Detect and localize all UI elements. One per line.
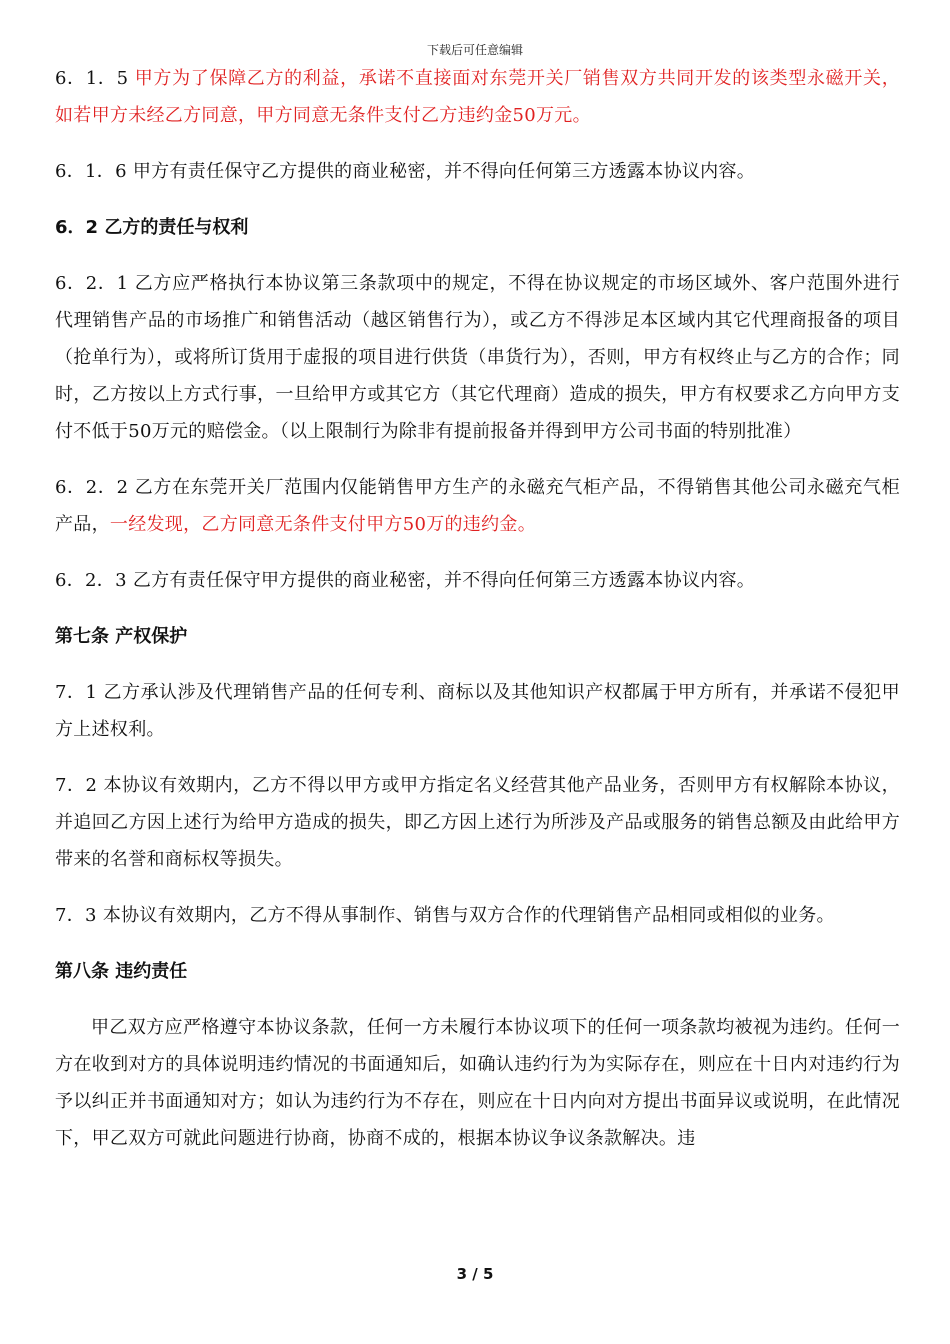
clause-6-2-2 xyxy=(55,469,900,543)
section-heading-article-7: 第七条 产权保护 xyxy=(55,626,188,647)
clause-text-emphasis: 一经发现，乙方同意无条件支付甲方50万的违约金。 xyxy=(109,514,537,535)
document-body xyxy=(55,60,900,1176)
clause-6-1-5 xyxy=(55,60,900,134)
section-heading-article-8: 第八条 违约责任 xyxy=(55,961,188,982)
clause-text-emphasis: 甲方为了保障乙方的利益，承诺不直接面对东莞开关厂销售双方共同开发的该类型永磁开关，如若甲方未经乙方同意，甲方同意无条件支付乙方违约金50万元。 xyxy=(55,68,900,126)
clause-6-2-1: 6．2．1 乙方应严格执行本协议第三条款项中的规定，不得在协议规定的市场区域外、客户范围外进行代理销售产品的市场推广和销售活动（越区销售行为），或乙方不得涉足本区域内其它代理商报备的项目（抢单行为），或将所订货用于虚报的项目进行供货（串货行为），否则，甲方有权终止与乙方的合作；同时，乙方按以上方式行事，一旦给甲方或其它方（其它代理商）造成的损失，甲方有权要求乙方向甲方支付不低于50万元的赔偿金。（以上限制行为除非有提前报备并得到甲方公司书面的特别批准） xyxy=(55,273,900,442)
clause-6-1-6: 6．1．6 甲方有责任保守乙方提供的商业秘密，并不得向任何第三方透露本协议内容。 xyxy=(55,161,756,182)
clause-6-2-3: 6．2．3 乙方有责任保守甲方提供的商业秘密，并不得向任何第三方透露本协议内容。 xyxy=(55,570,756,591)
clause-7-3: 7．3 本协议有效期内，乙方不得从事制作、销售与双方合作的代理销售产品相同或相似的业务。 xyxy=(55,905,835,926)
clause-7-1: 7．1 乙方承认涉及代理销售产品的任何专利、商标以及其他知识产权都属于甲方所有，并承诺不侵犯甲方上述权利。 xyxy=(55,682,900,740)
clause-number: 6．1．5 xyxy=(55,68,135,89)
page-number: 3 / 5 xyxy=(456,1265,494,1283)
clause-text: 6．2．2 乙方在东莞开关厂范围内仅能销售甲方生产的永磁充气柜产品，不得销售其他公司永磁充气柜产品， xyxy=(55,477,900,535)
clause-7-2: 7．2 本协议有效期内，乙方不得以甲方或甲方指定名义经营其他产品业务，否则甲方有权解除本协议，并追回乙方因上述行为给甲方造成的损失，即乙方因上述行为所涉及产品或服务的销售总额及由此给甲方带来的名誉和商标权等损失。 xyxy=(55,775,900,870)
section-heading-6-2: 6．2 乙方的责任与权利 xyxy=(55,217,249,238)
header-note: 下载后可任意编辑 xyxy=(426,43,523,57)
article-8-body: 甲乙双方应严格遵守本协议条款，任何一方未履行本协议项下的任何一项条款均被视为违约。任何一方在收到对方的具体说明违约情况的书面通知后，如确认违约行为为实际存在，则应在十日内对违约行为予以纠正并书面通知对方；如认为违约行为不存在，则应在十日内向对方提出书面异议或说明，在此情况下，甲乙双方可就此问题进行协商，协商不成的，根据本协议争议条款解决。违 xyxy=(55,1017,900,1149)
